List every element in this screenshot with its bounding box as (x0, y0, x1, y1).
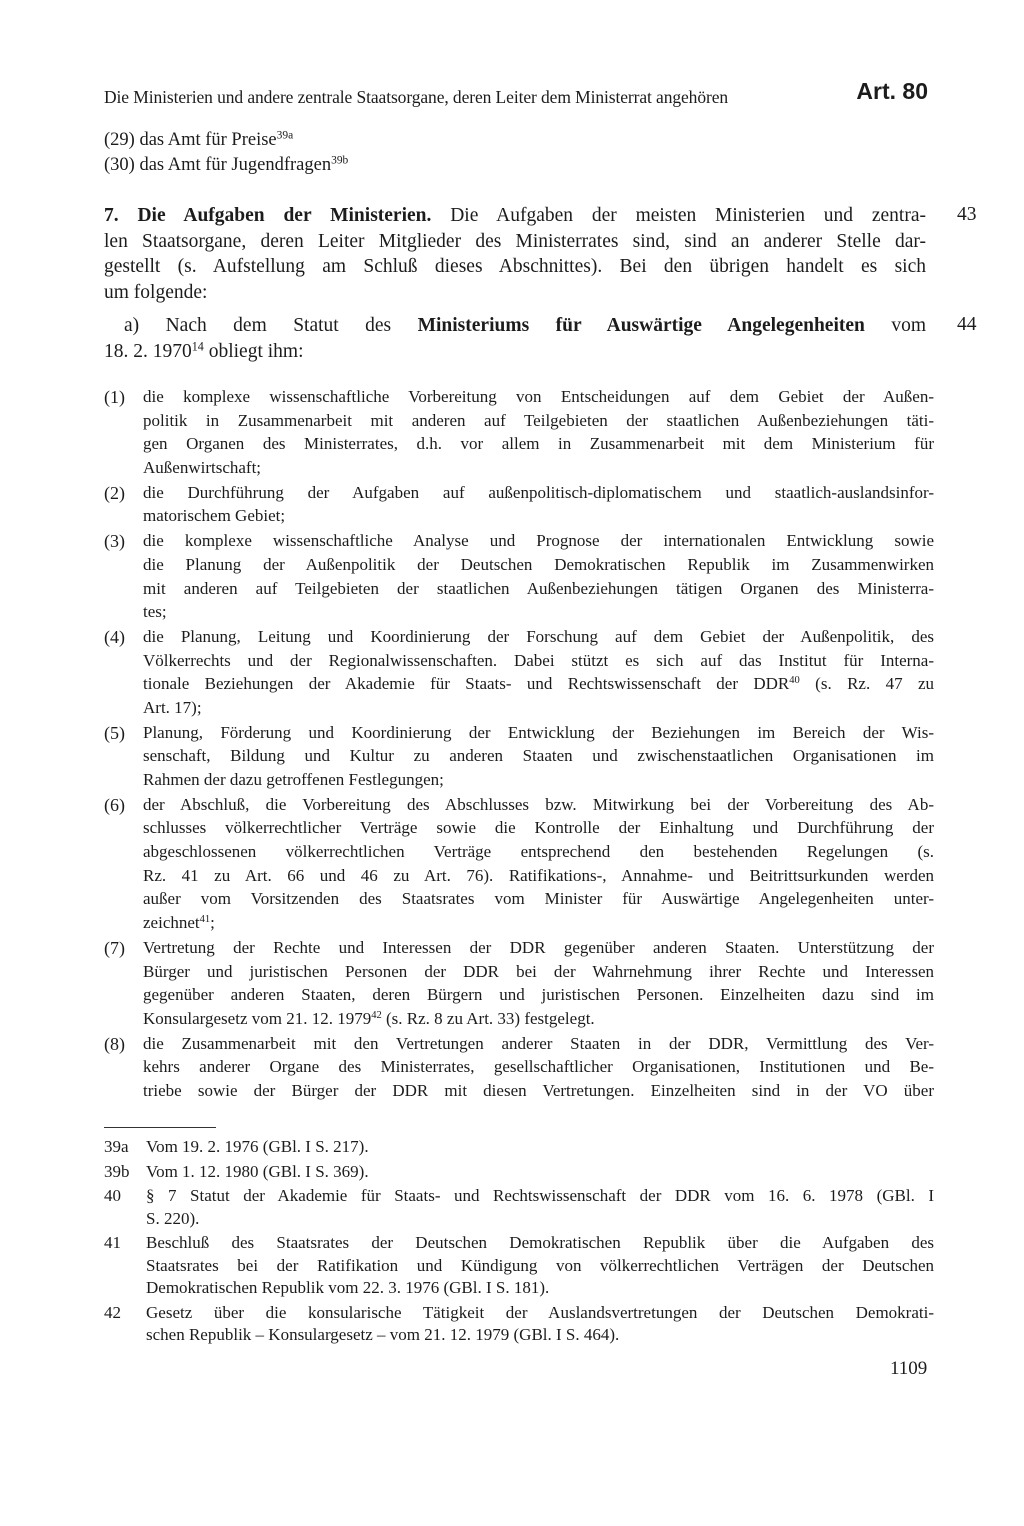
running-title: Die Ministerien und andere zentrale Staatsorgane, deren Leiter dem Ministerrat angehören (104, 87, 729, 107)
list-item: (8) die Zusammenarbeit mit den Vertretungen anderer Staaten in der DDR, Vermittlung des Ver- kehrs anderer Organe des Ministerrates, gesellschaftlicher Organisationen, Institutionen und Be- triebe sowie der Bürger der DDR mit diesen Vertretungen. Einzelheiten sind in der VO über (104, 1033, 934, 1100)
list-item: (7) Vertretung der Rechte und Interessen der DDR gegenüber anderen Staaten. Unterstützung der Bürger und juristischen Personen der DDR bei der Wahrnehmung ihrer Rechte und Interessen gegenüber anderen Staaten, deren Bürgern und juristischen Personen. Einzelheiten dazu sind im Konsulargesetz vom 21. 12. 1979$^{42}$ (s. Rz. 8 zu Art. 33) festgelegt. (104, 937, 934, 1028)
list-item: (4) die Planung, Leitung und Koordinierung der Forschung auf dem Gebiet der Außenpolitik, des Völkerrechts und der Regionalwissenschaften. Dabei stützt es sich auf das Institut für Interna- tionale Beziehungen der Akademie für Staats- und Rechtswissenschaft der DDR$^{40}$ (s. Rz. 47 zu Art. 17); (104, 626, 934, 717)
office-list (104, 128, 934, 178)
footnotes (104, 1136, 934, 1349)
page-number: 1109 (890, 1358, 928, 1379)
footnote-ref: 14 (191, 338, 204, 353)
list-item: (2) die Durchführung der Aufgaben auf außenpolitisch-diplomatischem und staatlich-auslandsinfor- matorischem Gebiet; (104, 482, 934, 526)
running-header (104, 78, 934, 118)
list-item: (30) das Amt für Jugendfragen$^{39b}$ (104, 154, 349, 175)
footnote-id: 39b (104, 1161, 130, 1181)
list-item: (1) die komplexe wissenschaftliche Vorbereitung von Entscheidungen auf dem Gebiet der Außen- politik in Zusammenarbeit mit anderen auf Teilgebieten der staatlichen Außenbeziehungen täti- gen Organen des Ministerrates, d.h. vor allem in Zusammenarbeit mit dem Ministerium für Außenwirtschaft; (104, 387, 934, 478)
section-heading: 7. Die Aufgaben der Ministerien. (104, 205, 432, 226)
list-item: (3) die komplexe wissenschaftliche Analyse und Prognose der internationalen Entwicklung sowie die Planung der Außenpolitik der Deutschen Demokratischen Republik im Zusammenwirken mit anderen auf Teilgebieten der staatlichen Außenbeziehungen tätigen Organen des Ministerra- tes; (104, 531, 934, 622)
list-item: (6) der Abschluß, die Vorbereitung des Abschlusses bzw. Mitwirkung bei der Vorbereitung des Ab- schlusses völkerrechtlicher Verträge sowie die Kontrolle der Einhaltung und Durchführung der abgeschlossenen völkerrechtlichen Verträge entsprechend den bestehenden Regelungen (s. Rz. 41 zu Art. 66 und 46 zu Art. 76). Ratifikations-, Annahme- und Beitrittsurkunden werden außer vom Vorsitzenden des Staatsrates vom Minister für Auswärtige Angelegenheiten unter- zeichnet$^{41}$; (104, 794, 934, 933)
footnote-id: 39a (104, 1137, 129, 1156)
footnote-ref: 40 (789, 675, 800, 687)
footnote-ref: 39b (331, 154, 349, 167)
article-number: Art. 80 (856, 78, 928, 104)
footnote-id: 42 (104, 1302, 121, 1322)
list-item: (5) Planung, Förderung und Koordinierung der Entwicklung der Beziehungen im Bereich der Wis- senschaft, Bildung und Kultur zu anderen Staaten und zwischenstaatlichen Organisationen im Rahmen der dazu getroffenen Festlegungen; (104, 722, 934, 789)
margin-number: 43 (957, 204, 977, 225)
footnote: 39b Vom 1. 12. 1980 (GBl. I S. 369). (104, 1161, 934, 1184)
footnote-ref: 42 (371, 1010, 382, 1022)
footnote-divider (104, 1127, 216, 1128)
footnote: 42 Gesetz über die konsularische Tätigkeit der Auslandsvertretungen der Deutschen Demokrati- schen Republik – Konsulargesetz – vom 21. 12. 1979 (GBl. I S. 464). (104, 1302, 934, 1344)
footnote-ref: 41 (199, 914, 211, 926)
footnote: 39a Vom 19. 2. 1976 (GBl. I S. 217). (104, 1136, 934, 1159)
section-7-paragraph: 7. Die Aufgaben der Ministerien. Die Aufgaben der meisten Ministerien und zentra- len Staatsorgane, deren Leiter Mitglieder des Ministerrates sind, sind an anderer Stelle dar- gestellt (s. Aufstellung am Schluß dieses Abschnittes). Bei den übrigen handelt es sich um folgende: (104, 205, 926, 303)
footnote-ref: 39a (276, 129, 294, 142)
footnote: 40 § 7 Statut der Akademie für Staats- und Rechtswissenschaft der DDR vom 16. 6. 1978 (GBl. I S. 220). (104, 1186, 934, 1228)
duties-list (104, 385, 934, 1104)
paragraph-a: a) Nach dem Statut des Ministeriums für Auswärtige Angelegenheiten vom 18. 2. 1970$^{14}$ obliegt ihm: (104, 315, 927, 362)
footnote-id: 41 (104, 1233, 121, 1252)
footnote-id: 40 (104, 1186, 121, 1205)
ministry-name: Ministeriums für Auswärtige Angelegenheiten (417, 315, 865, 336)
footnote: 41 Beschluß des Staatsrates der Deutschen Demokratischen Republik über die Aufgaben des Staatsrates bei der Ratifikation und Kündigung von völkerrechtlichen Verträgen der Deutschen Demokratischen Republik vom 22. 3. 1976 (GBl. I S. 181). (104, 1233, 934, 1297)
margin-number: 44 (957, 314, 977, 335)
list-item: (29) das Amt für Preise$^{39a}$ (104, 129, 294, 150)
